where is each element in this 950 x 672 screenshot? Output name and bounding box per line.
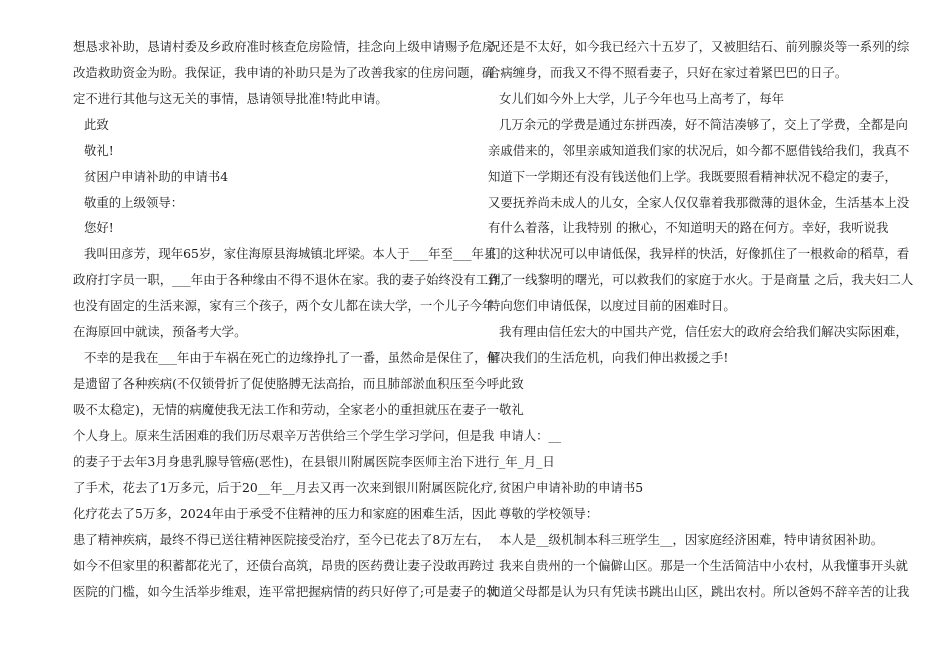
left-line-8: 您好! xyxy=(84,220,114,235)
right-line-11: 特向您们申请低保，以度过目前的困难时日。 xyxy=(488,298,736,313)
left-line-17: 的妻子于去年3月身患乳腺导管癌(恶性)，在县银川附属医院李医师主治下进行 xyxy=(73,454,500,469)
left-line-2: 改造救助资金为盼。我保证，我申请的补助只是为了改善我家的住房问题，确 xyxy=(73,65,495,80)
right-line-6: 知道下一学期还有没有钱送他们上学。我既要照看精神状况不稳定的妻子， xyxy=(488,169,897,184)
right-line-12: 我有理由信任宏大的中国共产党，信任宏大的政府会给我们解决实际困难， xyxy=(499,324,908,339)
right-line-16: 申请人：__ xyxy=(499,428,561,443)
left-line-10: 政府打字员一职，___年由于各种缘由不得不退休在家。我的妻子始终没有工作, xyxy=(73,272,505,287)
right-line-19: 尊敬的学校领导： xyxy=(499,506,599,521)
right-line-1: 况还是不太好，如今我已经六十五岁了，又被胆结石、前列腺炎等一系列的综 xyxy=(488,39,910,54)
right-line-2: 合病缠身，而我又不得不照看妻子，只好在家过着紧巴巴的日子。 xyxy=(488,65,848,80)
right-line-21: 我来自贵州的一个偏僻山区。那是一个生活简洁中小农村，从我懂事开头就 xyxy=(499,558,908,573)
right-line-22: 知道父母都是认为只有凭读书跳出山区，跳出农村。所以爸妈不辞辛苦的让我 xyxy=(488,584,910,599)
left-line-12: 在海原回中就读，预备考大学。 xyxy=(73,324,247,339)
left-line-14: 是遗留了各种疾病(不仅锁骨折了促使胳膊无法高抬，而且肺部淤血积压至今呼 xyxy=(73,376,500,391)
left-line-19: 化疗花去了5万多，2024年由于承受不住精神的压力和家庭的困难生活，因此 xyxy=(73,506,497,521)
right-line-7: 又要抚养尚未成人的儿女，全家人仅仅靠着我那微薄的退休金，生活基本上没 xyxy=(488,195,910,210)
left-line-16: 个人身上。原来生活困难的我们历尽艰辛万苦供给三个学生学习学问，但是我 xyxy=(73,428,495,443)
right-line-3: 女儿们如今外上大学，儿子今年也马上高考了，每年 xyxy=(499,91,784,106)
left-line-7: 敬重的上级领导： xyxy=(84,195,184,210)
left-line-20: 患了精神疾病，最终不得已送往精神医院接受治疗，至今已花去了8万左右， xyxy=(73,532,490,547)
right-line-15: 敬礼 xyxy=(499,402,524,417)
left-line-21: 如今不但家里的积蓄都花光了，还债台高筑，昂贵的医药费让妻子没敢再跨过 xyxy=(73,558,495,573)
left-line-3: 定不进行其他与这无关的事情，恳请领导批准!特此申请。 xyxy=(73,91,388,106)
right-line-10: 到了一线黎明的曙光，可以救我们的家庭于水火。于是商量 之后，我夫妇二人 xyxy=(488,272,914,287)
left-line-6: 贫困户申请补助的申请书4 xyxy=(84,169,229,184)
right-line-8: 有什么着落，让我特别 的揪心，不知道明天的路在何方。幸好，我听说我 xyxy=(488,220,889,235)
left-line-11: 也没有固定的生活来源，家有三个孩子，两个女儿都在读大学，一个儿子今年 xyxy=(73,298,495,313)
left-line-18: 了手术，花去了1万多元，后于20__年__月去又再一次来到银川附属医院化疗, xyxy=(73,480,498,495)
right-line-4: 几万余元的学费是通过东拼西凑，好不简洁凑够了，交上了学费，全都是向 xyxy=(499,117,908,132)
left-line-22: 医院的门槛，如今生活举步维艰，连平常把握病情的药只好停了;可是妻子的状 xyxy=(73,584,499,599)
right-line-13: 解决我们的生活危机，向我们伸出救援之手! xyxy=(488,350,729,365)
right-line-20: 本人是__级机制本科三班学生__，因家庭经济困难，特申请贫困补助。 xyxy=(499,532,884,547)
right-line-9: 们的这种状况可以申请低保，我异样的快活，好像抓住了一根救命的稻草，看 xyxy=(488,246,910,261)
right-line-5: 亲戚借来的，邻里亲戚知道我们家的状况后，如今都不愿借钱给我们，我真不 xyxy=(488,143,910,158)
left-line-9: 我叫田彦芳，现年65岁，家住海原县海城镇北坪梁。本人于___年至___年县 xyxy=(84,246,497,261)
right-line-18: 贫困户申请补助的申请书5 xyxy=(499,480,644,495)
left-line-1: 想恳求补助，恳请村委及乡政府准时核查危房险情，挂念向上级申请赐予危房 xyxy=(73,39,495,54)
left-line-5: 敬礼! xyxy=(84,143,114,158)
left-line-13: 不幸的是我在___年由于车祸在死亡的边缘挣扎了一番，虽然命是保住了，但 xyxy=(84,350,500,365)
right-line-17: _年_月_日 xyxy=(499,454,555,469)
right-line-14: 此致 xyxy=(499,376,524,391)
left-line-4: 此致 xyxy=(84,117,109,132)
left-line-15: 吸不太稳定)，无情的病魔使我无法工作和劳动，全家老小的重担就压在妻子一 xyxy=(73,402,500,417)
